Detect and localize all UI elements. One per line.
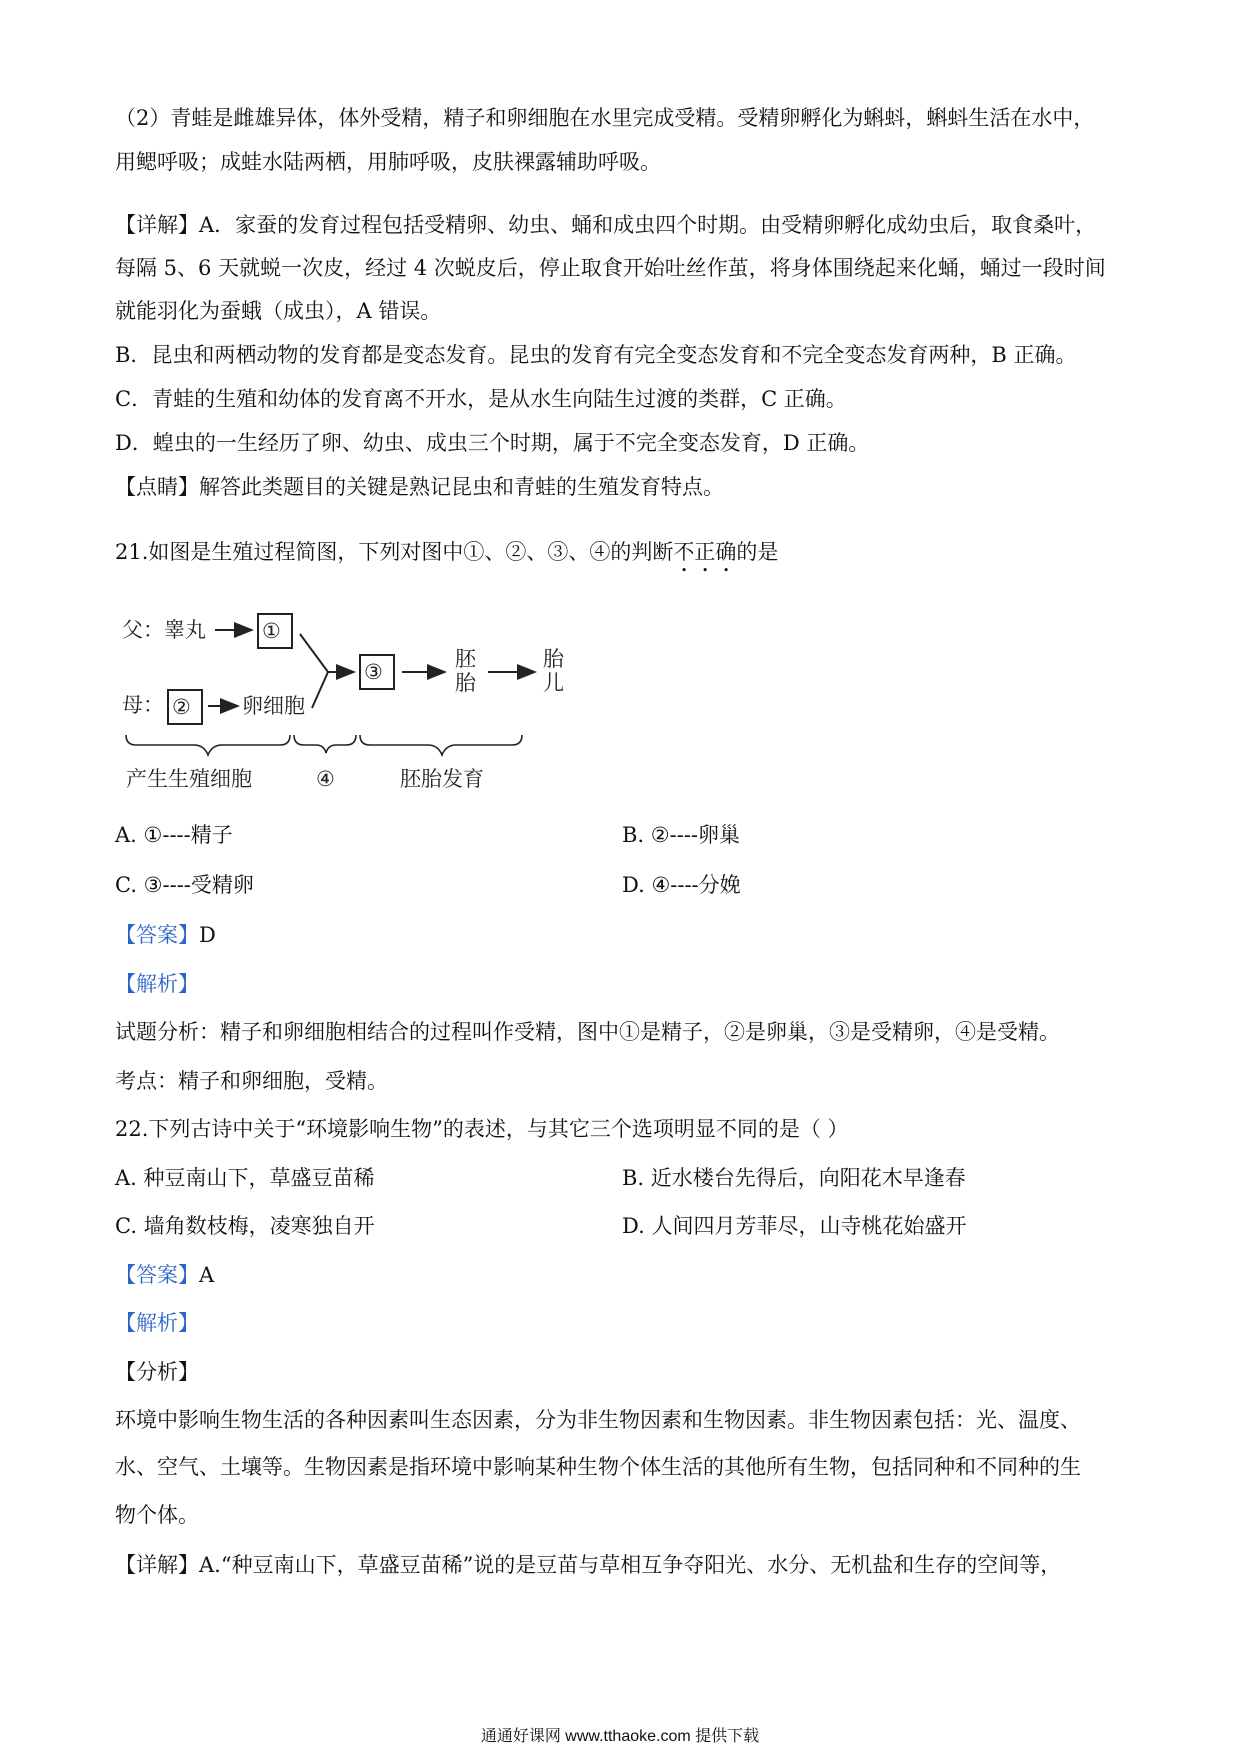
question-21-option-a: A. ①----精子 bbox=[115, 823, 233, 847]
question-21-stem bbox=[115, 537, 778, 577]
question-22-answer bbox=[115, 1260, 214, 1290]
brace-development-label: 胚胎发育 bbox=[400, 767, 484, 791]
egg-label: 卵细胞 bbox=[242, 694, 305, 718]
paragraph-detail-a-1: 【详解】A．家蚕的发育过程包括受精卵、幼虫、蛹和成虫四个时期。由受精卵孵化成幼虫后，取食桑叶， bbox=[115, 213, 1097, 237]
answer-tag: 【答案】 bbox=[115, 923, 199, 947]
question-22-stem: 22.下列古诗中关于“环境影响生物”的表述，与其它三个选项明显不同的是（ ） bbox=[115, 1117, 849, 1141]
question-22-fenxi-2: 水、空气、土壤等。生物因素是指环境中影响某种生物个体生活的其他所有生物，包括同种和不同种的生 bbox=[115, 1455, 1081, 1479]
paragraph-frog-2: 用鳃呼吸；成蛙水陆两栖，用肺呼吸，皮肤裸露辅助呼吸。 bbox=[115, 150, 661, 174]
paragraph-detail-b: B．昆虫和两栖动物的发育都是变态发育。昆虫的发育有完全变态发育和不完全变态发育两种，B 正确。 bbox=[115, 343, 1077, 367]
embryo-label-top: 胚 bbox=[455, 647, 476, 671]
paragraph-frog-1: （2）青蛙是雌雄异体，体外受精，精子和卵细胞在水里完成受精。受精卵孵化为蝌蚪，蝌蚪生活在水中， bbox=[115, 106, 1095, 130]
box-3-label: ③ bbox=[364, 660, 383, 684]
question-22-option-c: C. 墙角数枝梅，凌寒独自开 bbox=[115, 1214, 375, 1238]
paragraph-dianjing: 【点睛】解答此类题目的关键是熟记昆虫和青蛙的生殖发育特点。 bbox=[115, 475, 724, 499]
paragraph-detail-c: C．青蛙的生殖和幼体的发育离不开水，是从水生向陆生过渡的类群，C 正确。 bbox=[115, 387, 847, 411]
question-21-kaodian: 考点：精子和卵细胞，受精。 bbox=[115, 1069, 388, 1093]
question-22-fenxi-tag: 【分析】 bbox=[115, 1360, 199, 1384]
question-22-option-d: D. 人间四月芳菲尽，山寺桃花始盛开 bbox=[622, 1214, 967, 1238]
question-22-fenxi-3: 物个体。 bbox=[115, 1503, 199, 1527]
question-22-detail: 【详解】A.“种豆南山下，草盛豆苗稀”说的是豆苗与草相互争夺阳光、水分、无机盐和生存的空间等， bbox=[115, 1553, 1062, 1577]
question-21-option-d: D. ④----分娩 bbox=[622, 873, 741, 897]
box-1-label: ① bbox=[262, 619, 281, 643]
question-21-stem-suffix: 的是 bbox=[736, 540, 779, 564]
brace-gametes-label: 产生生殖细胞 bbox=[126, 767, 252, 791]
answer-tag-22: 【答案】 bbox=[115, 1263, 199, 1287]
brace-gametes bbox=[126, 735, 290, 755]
question-21-stem-prefix: 21.如图是生殖过程简图，下列对图中①、②、③、④的判断 bbox=[115, 540, 674, 564]
brace-fertilization bbox=[294, 735, 356, 753]
embryo-label-bottom: 胎 bbox=[455, 671, 476, 695]
box-2-label: ② bbox=[172, 695, 191, 719]
question-21-analysis: 试题分析：精子和卵细胞相结合的过程叫作受精，图中①是精子，②是卵巢，③是受精卵，④是受精。 bbox=[115, 1020, 1060, 1044]
answer-value: D bbox=[199, 923, 216, 947]
reproduction-diagram-svg bbox=[110, 600, 630, 800]
question-21-option-c: C. ③----受精卵 bbox=[115, 873, 254, 897]
brace-development bbox=[360, 735, 522, 755]
question-22-option-b: B. 近水楼台先得后，向阳花木早逢春 bbox=[622, 1166, 966, 1190]
question-21-option-b: B. ②----卵巢 bbox=[622, 823, 740, 847]
line-sperm-join bbox=[300, 634, 328, 672]
fetus-label-top: 胎 bbox=[543, 647, 564, 671]
fetus-label-bottom: 儿 bbox=[543, 671, 564, 695]
question-22-fenxi-1: 环境中影响生物生活的各种因素叫生态因素，分为非生物因素和生物因素。非生物因素包括：光、温度、 bbox=[115, 1408, 1081, 1432]
question-21-answer bbox=[115, 920, 216, 950]
question-21-stem-emphasis: 不正确 bbox=[673, 540, 737, 564]
paragraph-detail-a-3: 就能羽化为蚕蛾（成虫），A 错误。 bbox=[115, 299, 442, 323]
question-22-analysis-tag: 【解析】 bbox=[115, 1311, 199, 1335]
question-21-analysis-tag: 【解析】 bbox=[115, 972, 199, 996]
question-22-option-a: A. 种豆南山下，草盛豆苗稀 bbox=[115, 1166, 375, 1190]
line-egg-join bbox=[312, 672, 328, 708]
answer-value-22: A bbox=[199, 1263, 215, 1287]
page-footer: 通通好课网 www.tthaoke.com 提供下载 bbox=[480, 1728, 760, 1745]
paragraph-detail-a-2: 每隔 5、6 天就蜕一次皮，经过 4 次蜕皮后，停止取食开始吐丝作茧，将身体围绕起来化蛹，蛹过一段时间 bbox=[115, 256, 1106, 280]
father-testis-label: 父：睾丸 bbox=[122, 618, 206, 642]
brace-fertilization-label: ④ bbox=[316, 767, 335, 791]
reproduction-diagram bbox=[110, 600, 630, 800]
paragraph-detail-d: D．蝗虫的一生经历了卵、幼虫、成虫三个时期，属于不完全变态发育，D 正确。 bbox=[115, 431, 870, 455]
mother-label: 母： bbox=[122, 693, 164, 717]
